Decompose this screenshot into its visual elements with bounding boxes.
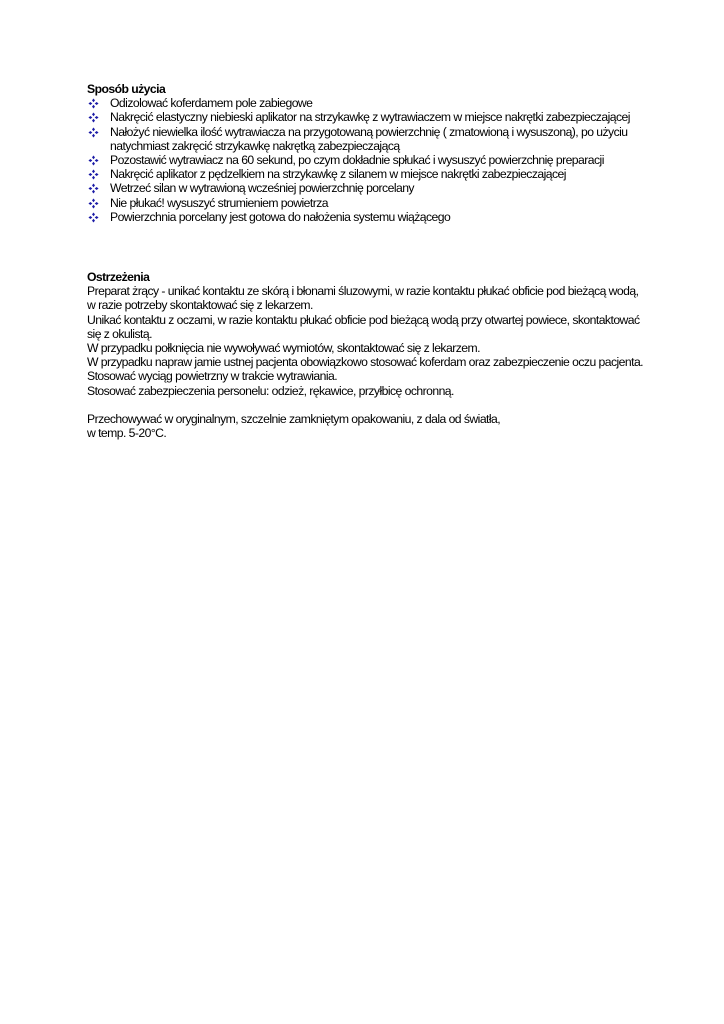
warnings-heading: Ostrzeżenia [87,270,150,285]
storage-line: Przechowywać w oryginalnym, szczelnie zamkniętym opakowaniu, z dala od światła, [87,411,501,426]
diamond-bullet-icon [88,198,99,209]
usage-step [87,153,647,167]
usage-steps-list [87,96,647,224]
diamond-bullet-icon [88,112,99,123]
diamond-bullet-icon [88,183,99,194]
diamond-bullet-icon [88,127,99,138]
section-spacer [87,398,647,412]
usage-step-text: Nakręcić aplikator z pędzelkiem na strzykawkę z silanem w miejsce nakrętki zabezpieczającej [110,167,566,182]
usage-heading: Sposób użycia [87,82,166,96]
usage-step-text: Wetrzeć silan w wytrawioną wcześniej powierzchnię porcelany [110,181,414,196]
usage-step [87,110,647,124]
warning-line: W przypadku połknięcia nie wywoływać wymiotów, skontaktować się z lekarzem. [87,341,480,356]
usage-step [87,196,647,210]
usage-step-text: Odizolować koferdamem pole zabiegowe [110,96,313,111]
warning-line: Stosować zabezpieczenia personelu: odzież, rękawice, przyłbicę ochronną. [87,383,454,398]
diamond-bullet-icon [88,212,99,223]
usage-step [87,167,647,181]
usage-step-text: Powierzchnia porcelany jest gotowa do nałożenia systemu wiążącego [110,209,451,224]
diamond-bullet-icon [88,98,99,109]
storage-temperature: w temp. 5-20°C. [87,426,167,441]
warning-line: Preparat żrący - unikać kontaktu ze skórą i błonami śluzowymi, w razie kontaktu płukać obficie pod bieżącą wodą, w razie potrzeby skontaktować się z lekarzem. [87,284,639,313]
document-body [87,82,647,440]
warning-line: Unikać kontaktu z oczami, w razie kontaktu płukać obficie pod bieżącą wodą przy otwartej powiece, skontaktować się z okulistą. [87,312,640,341]
usage-step [87,210,647,224]
usage-step [87,125,647,153]
usage-step-text: Nakręcić elastyczny niebieski aplikator na strzykawkę z wytrawiaczem w miejsce nakrętki zabezpieczającej [110,110,630,125]
usage-step-text: Nałożyć niewielka ilość wytrawiacza na przygotowaną powierzchnię ( zmatowioną i wysuszoną), po użyciu natychmiast zakręcić strzykawkę nakrętką zabezpieczającą [110,124,628,153]
usage-step [87,96,647,110]
usage-step-text: Nie płukać! wysuszyć strumieniem powietrza [110,195,329,210]
section-spacer [87,224,647,270]
usage-step-text: Pozostawić wytrawiacz na 60 sekund, po czym dokładnie spłukać i wysuszyć powierzchnię preparacji [110,153,604,168]
diamond-bullet-icon [88,155,99,166]
warning-line: W przypadku napraw jamie ustnej pacjenta obowiązkowo stosować koferdam oraz zabezpieczenie oczu pacjenta. Stosować wyciąg powietrzny w trakcie wytrawiania. [87,355,644,384]
usage-step [87,181,647,195]
diamond-bullet-icon [88,169,99,180]
